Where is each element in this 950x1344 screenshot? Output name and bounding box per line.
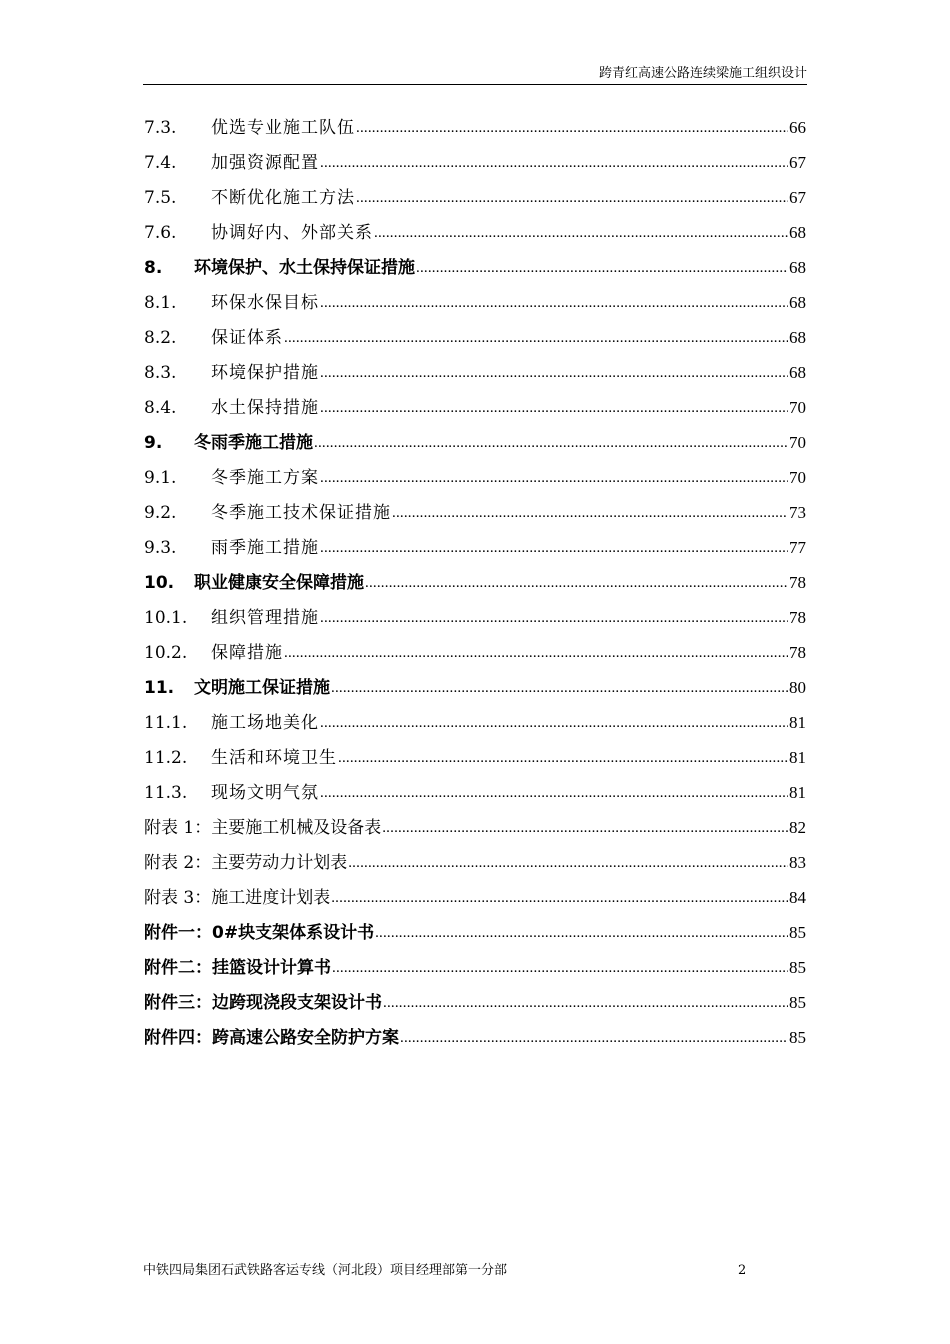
toc-entry-page: 77: [789, 538, 806, 557]
toc-dot-leader: [320, 146, 788, 181]
toc-entry-page: 78: [789, 573, 806, 592]
toc-entry-title: 生活和环境卫生: [211, 748, 337, 768]
toc-entry-number: 11.3.: [144, 783, 188, 803]
toc-dot-leader: [320, 356, 788, 391]
toc-entry-number: 11.1.: [144, 713, 188, 733]
toc-dot-leader: [383, 986, 788, 1021]
toc-dot-leader: [416, 251, 788, 286]
toc-section-heading[interactable]: [144, 670, 806, 705]
toc-entry-title: 保证体系: [211, 328, 283, 348]
toc-entry-title: 冬雨季施工措施: [194, 433, 313, 453]
toc-entry-page: 73: [789, 503, 806, 522]
toc-dot-leader: [320, 286, 788, 321]
toc-entry-title: 环境保护、水土保持保证措施: [194, 258, 415, 278]
toc-annex[interactable]: [144, 915, 806, 950]
toc-dot-leader: [320, 776, 788, 811]
toc-entry[interactable]: [144, 705, 806, 740]
toc-entry-page: 68: [789, 293, 806, 312]
toc-entry-page: 67: [789, 153, 806, 172]
toc-entry-page: 83: [789, 853, 806, 872]
toc-annex[interactable]: [144, 985, 806, 1020]
toc-entry-page: 68: [789, 328, 806, 347]
toc-dot-leader: [331, 671, 788, 706]
toc-entry-page: 78: [789, 643, 806, 662]
toc-entry-number: 9.2.: [144, 503, 177, 523]
toc-entry-title: 加强资源配置: [211, 153, 319, 173]
toc-entry-number: 7.6.: [144, 223, 177, 243]
toc-entry-title: 雨季施工措施: [211, 538, 319, 558]
toc-entry-page: 68: [789, 223, 806, 242]
toc-entry-title: 职业健康安全保障措施: [194, 573, 364, 593]
toc-entry[interactable]: [144, 495, 806, 530]
toc-entry-title: 附表 3：施工进度计划表: [144, 888, 331, 908]
toc-entry-number: 8.4.: [144, 398, 177, 418]
toc-appendix-table[interactable]: [144, 845, 806, 880]
toc-entry-page: 81: [789, 713, 806, 732]
toc-entry-number: 7.4.: [144, 153, 177, 173]
toc-entry[interactable]: [144, 215, 806, 250]
toc-entry-number: 11.: [144, 678, 175, 698]
toc-entry-title: 组织管理措施: [211, 608, 319, 628]
toc-entry-number: 8.3.: [144, 363, 177, 383]
page-number: 2: [738, 1263, 747, 1278]
toc-entry-number: 7.5.: [144, 188, 177, 208]
toc-dot-leader: [331, 881, 788, 916]
toc-entry-title: 附表 1：主要施工机械及设备表: [144, 818, 382, 838]
toc-entry-title: 环保水保目标: [211, 293, 319, 313]
toc-dot-leader: [320, 461, 788, 496]
toc-entry-title: 冬季施工方案: [211, 468, 319, 488]
toc-entry-title: 不断优化施工方法: [211, 188, 355, 208]
toc-entry-title: 协调好内、外部关系: [211, 223, 373, 243]
toc-entry-number: 9.3.: [144, 538, 177, 558]
toc-entry[interactable]: [144, 775, 806, 810]
toc-entry-number: 10.1.: [144, 608, 188, 628]
toc-appendix-table[interactable]: [144, 880, 806, 915]
toc-entry[interactable]: [144, 390, 806, 425]
toc-section-heading[interactable]: [144, 565, 806, 600]
toc-annex[interactable]: [144, 950, 806, 985]
toc-entry-page: 85: [789, 1028, 806, 1047]
toc-dot-leader: [314, 426, 788, 461]
toc-section-heading[interactable]: [144, 425, 806, 460]
toc-entry-title: 附件三：边跨现浇段支架设计书: [144, 993, 382, 1013]
toc-entry-title: 施工场地美化: [211, 713, 319, 733]
table-of-contents: [144, 110, 806, 1055]
toc-entry[interactable]: [144, 740, 806, 775]
toc-appendix-table[interactable]: [144, 810, 806, 845]
toc-dot-leader: [284, 321, 788, 356]
toc-entry-number: 8.2.: [144, 328, 177, 348]
toc-entry[interactable]: [144, 110, 806, 145]
toc-entry-number: 10.2.: [144, 643, 188, 663]
toc-entry-page: 78: [789, 608, 806, 627]
toc-entry-page: 70: [789, 468, 806, 487]
toc-entry-title: 附件二：挂篮设计计算书: [144, 958, 331, 978]
toc-entry-number: 9.: [144, 433, 163, 453]
toc-entry[interactable]: [144, 320, 806, 355]
toc-entry-title: 现场文明气氛: [211, 783, 319, 803]
toc-dot-leader: [332, 951, 788, 986]
toc-dot-leader: [320, 531, 788, 566]
toc-entry-title: 附件一：0#块支架体系设计书: [144, 923, 375, 943]
footer-organization: 中铁四局集团石武铁路客运专线（河北段）项目经理部第一分部: [143, 1263, 508, 1278]
toc-entry-number: 11.2.: [144, 748, 188, 768]
toc-dot-leader: [375, 916, 788, 951]
toc-entry[interactable]: [144, 600, 806, 635]
toc-annex[interactable]: [144, 1020, 806, 1055]
toc-dot-leader: [374, 216, 788, 251]
toc-entry-page: 85: [789, 923, 806, 942]
toc-dot-leader: [320, 706, 788, 741]
toc-dot-leader: [356, 181, 788, 216]
toc-dot-leader: [382, 811, 788, 846]
toc-entry-page: 85: [789, 993, 806, 1012]
toc-entry[interactable]: [144, 635, 806, 670]
toc-entry-page: 84: [789, 888, 806, 907]
toc-entry-page: 80: [789, 678, 806, 697]
document-title: 跨青红高速公路连续梁施工组织设计: [598, 66, 807, 81]
toc-entry-page: 81: [789, 748, 806, 767]
toc-dot-leader: [392, 496, 788, 531]
toc-entry[interactable]: [144, 530, 806, 565]
toc-section-heading[interactable]: [144, 250, 806, 285]
toc-dot-leader: [320, 601, 788, 636]
toc-entry-title: 文明施工保证措施: [194, 678, 330, 698]
toc-entry-page: 70: [789, 398, 806, 417]
toc-dot-leader: [284, 636, 788, 671]
toc-entry-title: 水土保持措施: [211, 398, 319, 418]
toc-entry-page: 70: [789, 433, 806, 452]
toc-entry[interactable]: [144, 285, 806, 320]
toc-entry-page: 81: [789, 783, 806, 802]
toc-entry[interactable]: [144, 145, 806, 180]
toc-entry-number: 10.: [144, 573, 175, 593]
toc-dot-leader: [338, 741, 788, 776]
toc-entry-title: 优选专业施工队伍: [211, 118, 355, 138]
toc-dot-leader: [356, 111, 788, 146]
toc-entry-number: 8.1.: [144, 293, 177, 313]
toc-entry-number: 9.1.: [144, 468, 177, 488]
toc-dot-leader: [348, 846, 788, 881]
toc-entry-page: 85: [789, 958, 806, 977]
toc-entry-page: 82: [789, 818, 806, 837]
toc-entry-title: 附表 2：主要劳动力计划表: [144, 853, 348, 873]
toc-entry-title: 环境保护措施: [211, 363, 319, 383]
toc-dot-leader: [365, 566, 788, 601]
toc-entry-page: 67: [789, 188, 806, 207]
toc-entry-page: 66: [789, 118, 806, 137]
toc-entry-number: 7.3.: [144, 118, 177, 138]
toc-entry-title: 保障措施: [211, 643, 283, 663]
toc-entry[interactable]: [144, 180, 806, 215]
toc-entry-title: 冬季施工技术保证措施: [211, 503, 391, 523]
toc-dot-leader: [320, 391, 788, 426]
toc-entry-title: 附件四：跨高速公路安全防护方案: [144, 1028, 399, 1048]
toc-entry-page: 68: [789, 363, 806, 382]
toc-dot-leader: [400, 1021, 788, 1056]
toc-entry[interactable]: [144, 355, 806, 390]
toc-entry-number: 8.: [144, 258, 163, 278]
toc-entry-page: 68: [789, 258, 806, 277]
toc-entry[interactable]: [144, 460, 806, 495]
header-divider: [143, 84, 807, 85]
